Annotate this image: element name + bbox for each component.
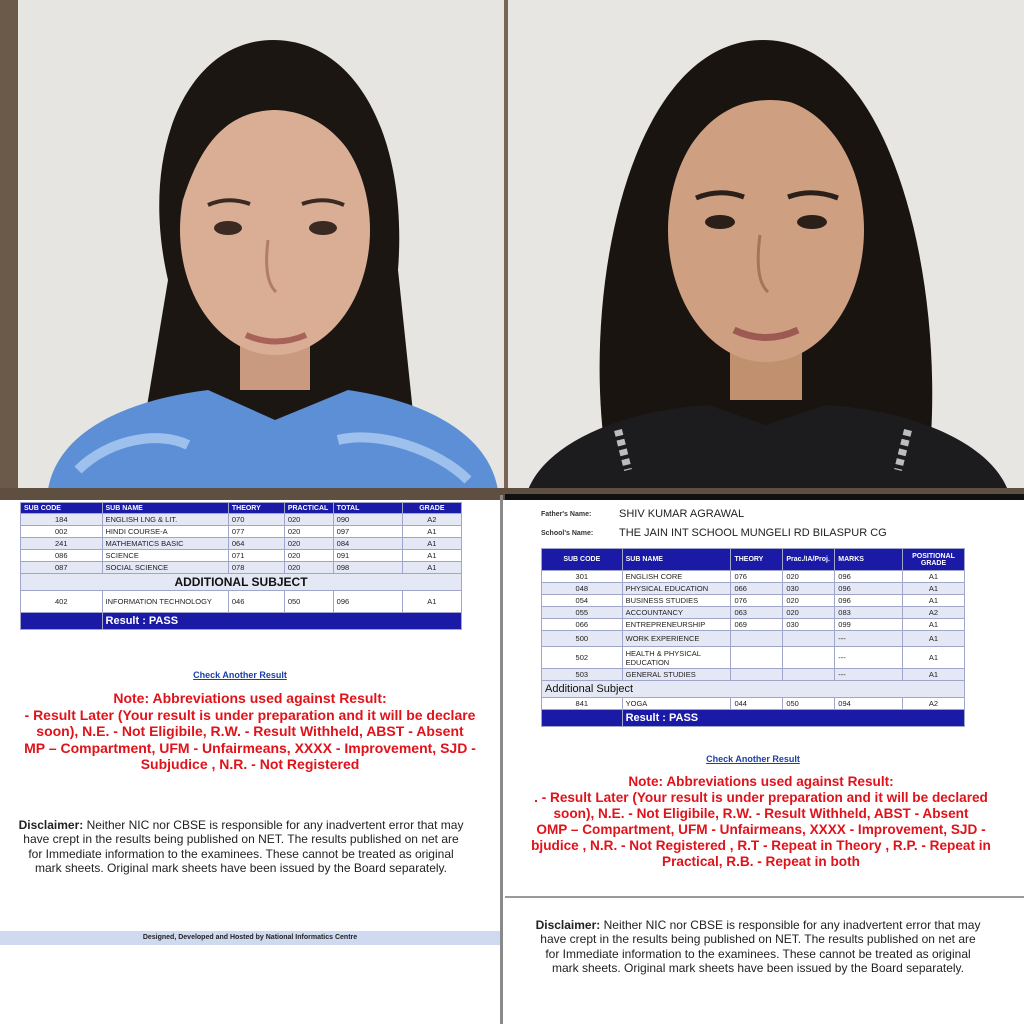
col-header: POSITIONAL GRADE — [903, 549, 965, 571]
col-header: TOTAL — [333, 503, 402, 514]
col-header: SUB CODE — [21, 503, 103, 514]
table-row: 087 SOCIAL SCIENCE 078 020 098 A1 — [21, 562, 462, 574]
disclaimer-text: Neither NIC nor CBSE is responsible for any inadvertent error that may have crept in the results being published on NET. The results published on net are for Immediate information to the examinees. These cannot be treated as original mark sheets. Original mark sheets have been issued by the Board separately. — [540, 918, 981, 976]
table-row: 184 ENGLISH LNG & LIT. 070 020 090 A2 — [21, 514, 462, 526]
table-row: 502 HEALTH & PHYSICAL EDUCATION --- A1 — [542, 647, 965, 669]
table-row: 066 ENTREPRENEURSHIP 069 030 099 A1 — [542, 619, 965, 631]
check-another-result-link[interactable]: Check Another Result — [193, 670, 287, 680]
additional-subject-heading-row: ADDITIONAL SUBJECT — [21, 574, 462, 591]
col-header: MARKS — [835, 549, 903, 571]
result-row — [542, 710, 965, 727]
table-row: 055 ACCOUNTANCY 063 020 083 A2 — [542, 607, 965, 619]
disclaimer — [535, 918, 981, 976]
father-name-value: SHIV KUMAR AGRAWAL — [619, 508, 745, 520]
father-name-label: Father's Name: — [541, 511, 592, 518]
abbreviations-note: Note: Abbreviations used against Result: - Result Later (Your result is under preparation and it will be declare soon), N.E. - Not Eligibile, R.W. - Result Withheld, ABST - Absent MP – Compartment, UFM - Unfairmeans, XXXX - Improvement, SJD - Subjudice , N.R. - Not Registered — [24, 690, 476, 773]
school-name-value: THE JAIN INT SCHOOL MUNGELI RD BILASPUR CG — [619, 527, 887, 539]
col-header: PRACTICAL — [284, 503, 333, 514]
result-panel-right — [505, 494, 1024, 1018]
additional-subject-heading-row: Additional Subject — [542, 681, 965, 698]
col-header: GRADE — [402, 503, 461, 514]
marks-table-right — [541, 548, 965, 727]
col-header: Prac./IA/Proj. — [783, 549, 835, 571]
table-header-row — [21, 503, 462, 514]
table-row: 048 PHYSICAL EDUCATION 066 030 096 A1 — [542, 583, 965, 595]
result-status: Result : PASS — [622, 710, 964, 727]
col-header: THEORY — [228, 503, 284, 514]
disclaimer-label: Disclaimer: — [535, 918, 601, 932]
result-panel-left — [0, 500, 500, 1024]
table-row: 086 SCIENCE 071 020 091 A1 — [21, 550, 462, 562]
top-border — [505, 494, 1024, 500]
table-row: 301 ENGLISH CORE 076 020 096 A1 — [542, 571, 965, 583]
photo-frame-left — [0, 0, 18, 500]
col-header: SUB NAME — [102, 503, 228, 514]
disclaimer-label: Disclaimer: — [18, 818, 84, 832]
table-row: 402 INFORMATION TECHNOLOGY 046 050 096 A1 — [21, 591, 462, 613]
footer-credit: Designed, Developed and Hosted by National Informatics Centre — [0, 931, 500, 945]
marks-table-left — [20, 502, 462, 630]
student-photo-right — [508, 0, 1024, 490]
table-row: 241 MATHEMATICS BASIC 064 020 084 A1 — [21, 538, 462, 550]
table-row: 054 BUSINESS STUDIES 076 020 096 A1 — [542, 595, 965, 607]
disclaimer — [18, 818, 464, 876]
student-photo-left — [18, 0, 504, 490]
panel-divider — [500, 495, 503, 1024]
check-another-result-link[interactable]: Check Another Result — [706, 754, 800, 764]
separator-line — [505, 896, 1024, 898]
table-header-row — [542, 549, 965, 571]
table-row: 503 GENERAL STUDIES --- A1 — [542, 669, 965, 681]
abbreviations-note: Note: Abbreviations used against Result: . - Result Later (Your result is under preparation and it will be declared soon), N.E. - Not Eligibile, R.W. - Result Withheld, ABST - Absent OMP – Compartment, UFM - Unfairmeans, XXXX - Improvement, SJD - bjudice , N.R. - Not Registered , R.T - Repeat in Theory , R.P. - Repeat in Practical, R.B. - Repeat in both — [531, 774, 991, 870]
result-status: Result : PASS — [102, 613, 461, 630]
result-row — [21, 613, 462, 630]
disclaimer-text: Neither NIC nor CBSE is responsible for any inadvertent error that may have crept in the results being published on NET. The results published on net are for Immediate information to the examinees. These cannot be treated as original mark sheets. Original mark sheets have been issued by the Board separately. — [23, 818, 464, 876]
table-row: 002 HINDI COURSE-A 077 020 097 A1 — [21, 526, 462, 538]
col-header: THEORY — [731, 549, 783, 571]
col-header: SUB CODE — [542, 549, 623, 571]
col-header: SUB NAME — [622, 549, 731, 571]
table-row: 841 YOGA 044 050 094 A2 — [542, 698, 965, 710]
table-row: 500 WORK EXPERIENCE --- A1 — [542, 631, 965, 647]
school-name-label: School's Name: — [541, 530, 594, 537]
